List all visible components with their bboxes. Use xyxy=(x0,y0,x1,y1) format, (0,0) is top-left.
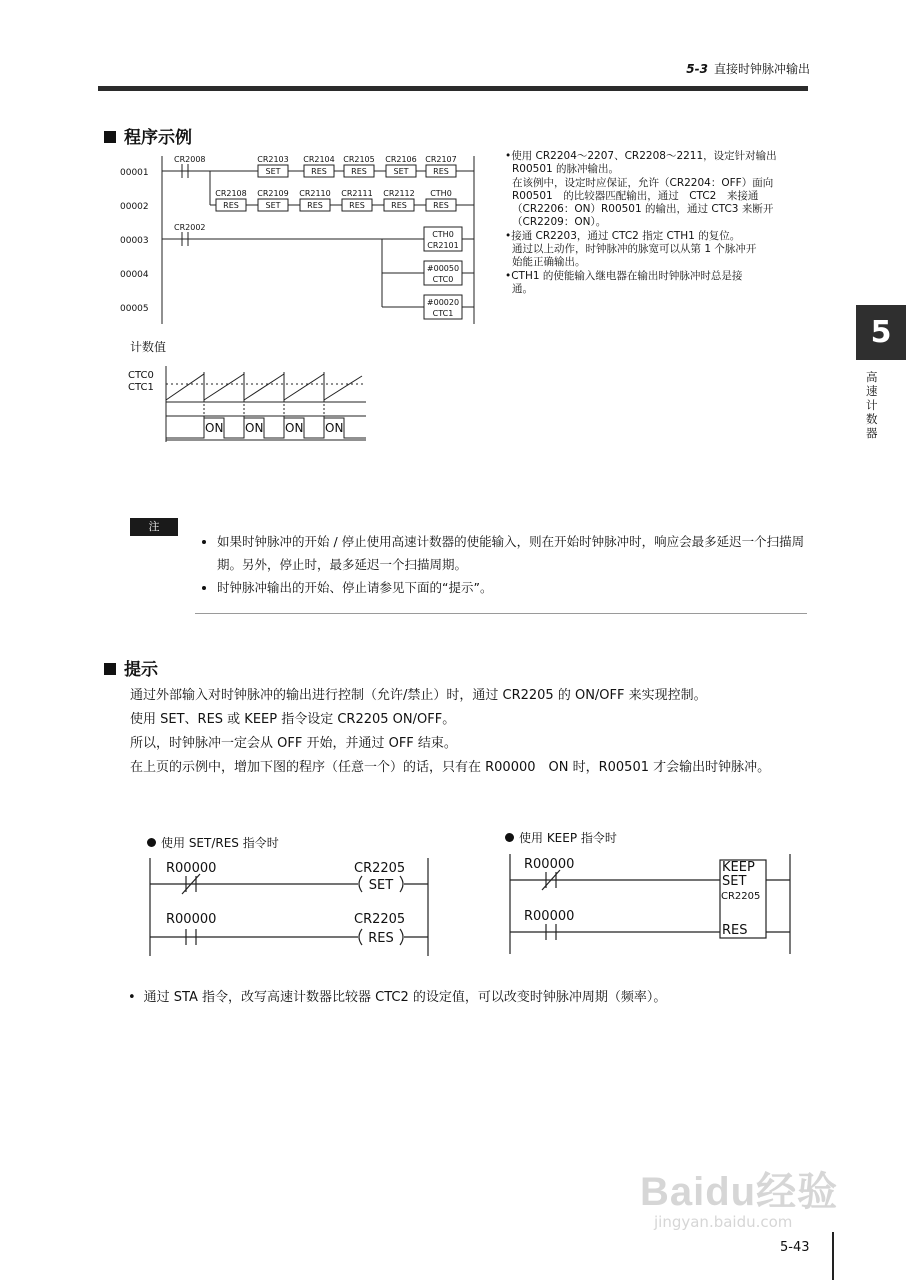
rung-number: 00005 xyxy=(120,304,149,314)
rung-number: 00002 xyxy=(120,202,149,212)
rung-number: 00001 xyxy=(120,168,149,178)
section-title: 直接时钟脉冲输出 xyxy=(713,62,810,76)
coil-op: RES xyxy=(433,201,449,210)
coil-op: RES xyxy=(351,167,367,176)
coil-op: SET xyxy=(265,201,281,210)
coil-addr: CR2108 xyxy=(215,189,247,198)
page-number-bar xyxy=(832,1232,834,1280)
contact-label: R00000 xyxy=(166,861,217,876)
bottom-bullet: • 通过 STA 指令，改写高速计数器比较器 CTC2 的设定值，可以改变时钟脉冲周期（频率）。 xyxy=(128,990,667,1005)
rung-number: 00003 xyxy=(120,236,149,246)
keep-box-set: SET xyxy=(722,874,747,889)
coil-addr: CR2107 xyxy=(425,155,457,164)
side-note-line: 通过以上动作，时钟脉冲的脉宽可以从第 1 个脉冲开 xyxy=(512,243,757,256)
ladder-program-diagram xyxy=(120,148,490,328)
coil-addr: CR2112 xyxy=(383,189,415,198)
side-note-line: 在该例中，设定时应保证，允许（CR2204：OFF）面向 xyxy=(512,176,774,189)
on-label: ON xyxy=(285,421,304,435)
keep-box-res: RES xyxy=(722,923,748,938)
side-note-line: 通。 xyxy=(512,282,533,295)
coil-addr: CR2103 xyxy=(257,155,289,164)
coil-op: RES xyxy=(368,931,394,946)
coil-op: RES xyxy=(311,167,327,176)
bullet-dot-icon: • xyxy=(128,990,136,1005)
side-note-line: •接通 CR2203，通过 CTC2 指定 CTH1 的复位。 xyxy=(505,229,741,242)
chapter-tab: 5 xyxy=(856,305,906,360)
bullet-dot-icon xyxy=(147,838,156,847)
coil-addr: CR2104 xyxy=(303,155,335,164)
tips-paragraph: 使用 SET、RES 或 KEEP 指令设定 CR2205 ON/OFF。 xyxy=(130,712,456,727)
box-bottom: CR2101 xyxy=(427,241,459,250)
coil-addr: CR2110 xyxy=(299,189,331,198)
watermark-url: jingyan.baidu.com xyxy=(654,1213,793,1231)
coil-op: RES xyxy=(349,201,365,210)
box-top: #00050 xyxy=(426,264,460,273)
watermark-brand: Baidu经验 xyxy=(640,1170,839,1214)
coil-op: SET xyxy=(265,167,281,176)
tips-paragraph: 所以，时钟脉冲一定会从 OFF 开始，并通过 OFF 结束。 xyxy=(130,736,457,751)
note-box xyxy=(195,530,807,599)
setres-caption: 使用 SET/RES 指令时 xyxy=(147,834,279,851)
watermark xyxy=(640,1160,870,1231)
section-number: 5-3 xyxy=(686,62,708,76)
tips-body xyxy=(130,684,810,780)
side-note-line: R00501 的比较器匹配输出，通过 CTC2 来接通 xyxy=(512,189,759,202)
keep-box-addr: CR2205 xyxy=(721,891,761,902)
coil-addr: CR2105 xyxy=(343,155,375,164)
tips-paragraph: 通过外部输入对时钟脉冲的输出进行控制（允许/禁止）时，通过 CR2205 的 ON/OFF 来实现控制。 xyxy=(130,688,707,703)
side-note-line: •使用 CR2204～2207、CR2208～2211，设定针对输出 xyxy=(505,150,777,162)
keep-ladder-diagram xyxy=(504,848,798,960)
note-divider xyxy=(195,613,807,614)
rung-number: 00004 xyxy=(120,270,149,280)
contact-label: R00000 xyxy=(166,912,217,927)
header-rule xyxy=(98,86,808,91)
tips-paragraph: 在上页的示例中，增加下图的程序（任意一个）的话，只有在 R00000 ON 时，R00501 才会输出时钟脉冲。 xyxy=(130,760,771,775)
tips-heading: 提示 xyxy=(104,655,158,680)
coil-op: SET xyxy=(393,167,409,176)
side-note-line: （CR2206：ON）R00501 的输出，通过 CTC3 来断开 xyxy=(512,203,774,216)
note-item: • 时钟脉冲输出的开始、停止请参见下面的“提示”。 xyxy=(217,576,807,599)
coil-addr: CR2205 xyxy=(354,861,406,876)
keep-caption: 使用 KEEP 指令时 xyxy=(505,829,617,846)
chapter-label: 高速计数器 xyxy=(866,370,878,440)
timing-title: 计数值 xyxy=(130,340,167,354)
contact-label: CR2008 xyxy=(174,155,206,164)
contact-label: CR2002 xyxy=(174,223,206,232)
coil-addr: CR2111 xyxy=(341,189,373,198)
side-note-line: •CTH1 的使能输入继电器在输出时钟脉冲时总是接 xyxy=(505,269,743,282)
coil-op: RES xyxy=(391,201,407,210)
side-notes xyxy=(505,150,810,296)
on-label: ON xyxy=(205,421,224,435)
side-note-line: R00501 的脉冲输出。 xyxy=(512,163,620,176)
on-label: ON xyxy=(325,421,344,435)
box-bottom: CTC1 xyxy=(432,309,454,318)
contact-label: R00000 xyxy=(524,857,575,872)
coil-op: SET xyxy=(368,878,394,893)
coil-op: RES xyxy=(223,201,239,210)
coil-op: RES xyxy=(433,167,449,176)
square-bullet-icon xyxy=(104,131,116,143)
bullet-dot-icon xyxy=(505,833,514,842)
running-header xyxy=(600,60,810,77)
coil-addr: CR2205 xyxy=(354,912,406,927)
coil-op: RES xyxy=(307,201,323,210)
side-note-line: （CR2209：ON）。 xyxy=(512,216,607,229)
coil-addr: CR2109 xyxy=(257,189,289,198)
on-label: ON xyxy=(245,421,264,435)
timing-chart xyxy=(126,362,376,444)
page-number: 5-43 xyxy=(780,1240,810,1255)
box-bottom: CTC0 xyxy=(432,275,454,284)
keep-box-title: KEEP xyxy=(722,860,755,875)
setres-ladder-diagram xyxy=(144,852,434,962)
side-note-line: 始能正确输出。 xyxy=(512,256,586,269)
contact-label: R00000 xyxy=(524,909,575,924)
ctc0-label: CTC0 xyxy=(128,370,154,381)
box-top: #00020 xyxy=(426,298,460,307)
coil-addr: CR2106 xyxy=(385,155,417,164)
ctc1-label: CTC1 xyxy=(128,382,154,393)
box-top: CTH0 xyxy=(432,230,454,239)
coil-addr: CTH0 xyxy=(430,189,452,198)
note-badge: 注 xyxy=(130,518,178,536)
note-item: • 如果时钟脉冲的开始 / 停止使用高速计数器的使能输入，则在开始时钟脉冲时，响应会最多延迟一个扫描周期。另外，停止时，最多延迟一个扫描周期。 xyxy=(217,530,807,576)
square-bullet-icon xyxy=(104,663,116,675)
program-example-heading: 程序示例 xyxy=(104,123,192,148)
